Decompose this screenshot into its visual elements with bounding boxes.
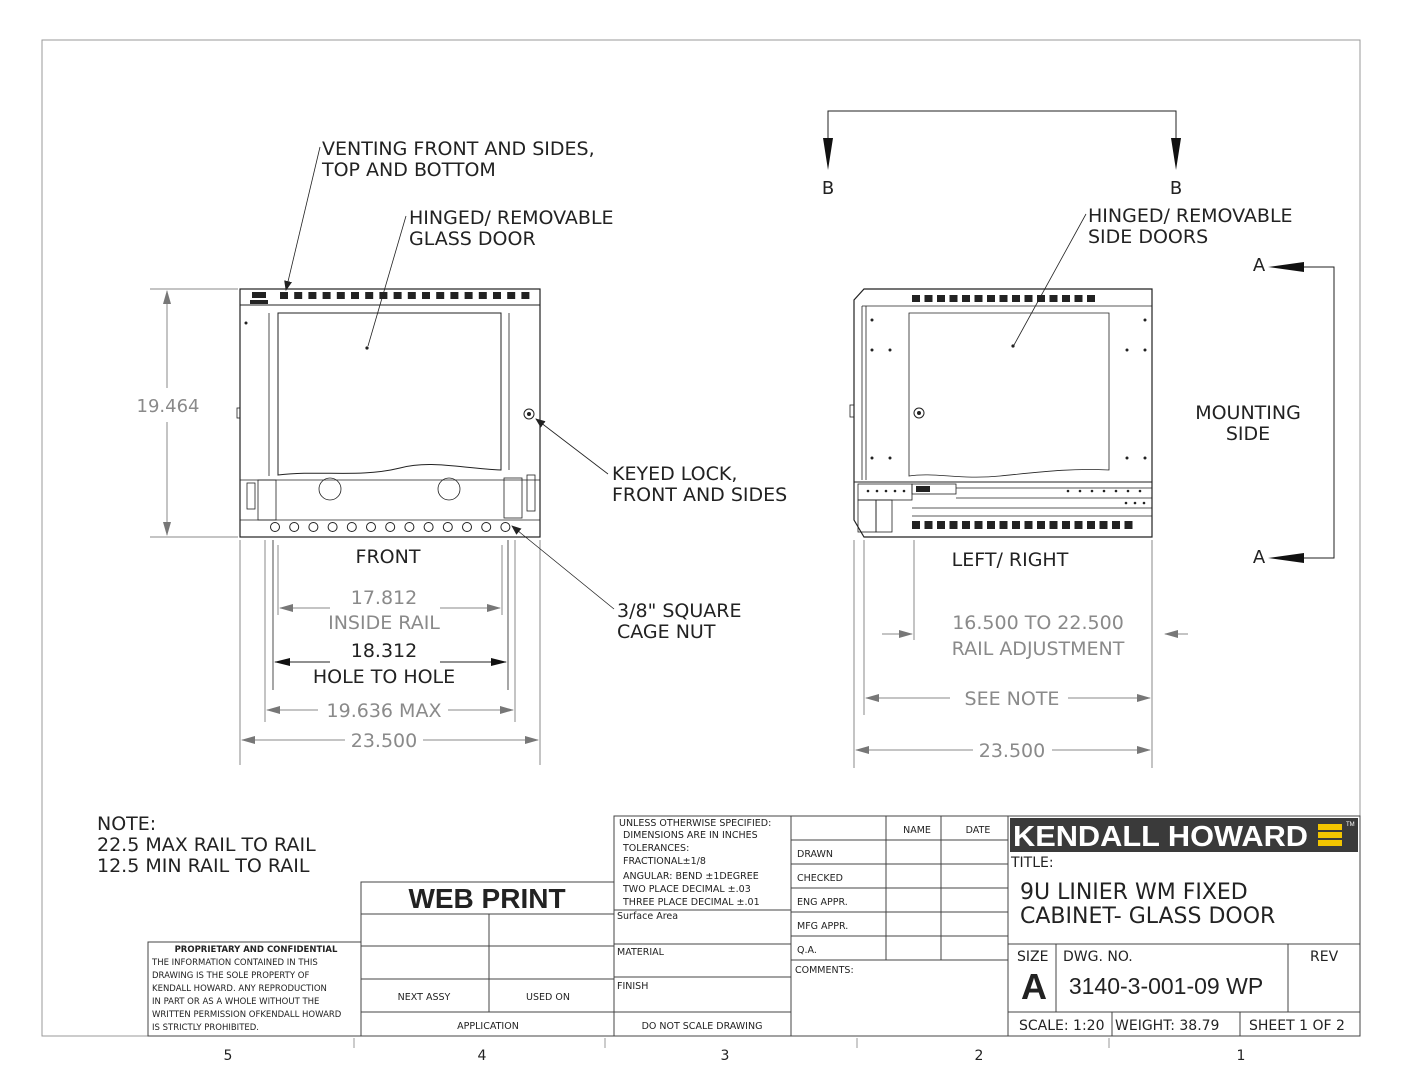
svg-text:THE INFORMATION CONTAINED IN T: THE INFORMATION CONTAINED IN THIS [152,958,318,968]
svg-text:1: 1 [1236,1048,1246,1064]
svg-text:SIDE: SIDE [1225,423,1271,445]
svg-text:PROPRIETARY AND CONFIDENTIAL: PROPRIETARY AND CONFIDENTIAL [174,945,338,955]
front-dimensions [137,289,540,765]
tolerance-notes [617,818,771,1032]
vent-hole [405,523,414,532]
rail-hole [1067,490,1070,493]
vent-slot [1037,521,1045,529]
vent-slot [950,521,958,529]
material-label: MATERIAL [617,947,664,958]
vent-slot [308,292,316,299]
side-dimensions [854,540,1188,768]
side-view [850,289,1152,537]
vent-slot [323,292,331,299]
front-view [237,289,540,537]
vent-slot [912,295,920,302]
svg-text:3140-3-001-09 WP: 3140-3-001-09 WP [1068,973,1264,999]
svg-text:3: 3 [720,1048,730,1064]
svg-text:ENG APPR.: ENG APPR. [797,897,848,908]
callout-keyed-lock [536,419,787,506]
vent-slot [1025,295,1033,302]
vent-slot [351,292,359,299]
drawing-number-block [1017,949,1345,1034]
vent-hole [328,523,337,532]
vent-slot [1125,521,1133,529]
dim-see-note: SEE NOTE [964,688,1060,710]
vent-slot [925,295,933,302]
rail-hole [1125,502,1128,505]
svg-text:3/8" SQUARE: 3/8" SQUARE [617,600,742,622]
company-logo [1010,818,1358,853]
callout-side-doors [1014,205,1293,345]
svg-text:GLASS DOOR: GLASS DOOR [409,228,536,250]
surface-area-label: Surface Area [617,911,679,922]
vent-slot [294,292,302,299]
rail-hole [1143,502,1146,505]
vent-slot [408,292,416,299]
svg-text:NOTE:: NOTE: [97,813,157,835]
vent-hole [386,523,395,532]
dim-side-width: 23.500 [978,740,1046,762]
svg-text:4: 4 [477,1048,487,1064]
rail-hole [876,490,879,493]
callout-cage-nut [512,526,741,643]
view-label-side: LEFT/ RIGHT [951,549,1069,571]
svg-text:VENTING FRONT AND SIDES,: VENTING FRONT AND SIDES, [322,138,595,160]
vent-slot [1000,521,1008,529]
callout-mounting-side [1195,402,1301,445]
svg-text:DATE: DATE [965,825,991,836]
svg-text:IS STRICTLY PROHIBITED.: IS STRICTLY PROHIBITED. [152,1023,260,1033]
used-on-label: USED ON [526,992,570,1003]
bottom-vent-holes [271,523,510,532]
section-b-right: B [1169,178,1183,199]
glass-door [278,313,501,475]
side-door [909,313,1109,477]
vent-hole [290,523,299,532]
svg-text:NAME: NAME [903,825,931,836]
svg-text:SCALE: 1:20: SCALE: 1:20 [1019,1018,1105,1034]
rail-hole [1079,490,1082,493]
top-vent-row [280,292,529,299]
finish-label: FINISH [617,981,649,992]
drawing-title [1010,855,1275,929]
svg-text:KENDALL HOWARD. ANY REPRODUCT: KENDALL HOWARD. ANY REPRODUCTION [152,984,327,994]
vent-hole [271,523,280,532]
vent-slot [1012,295,1020,302]
vent-slot [1050,521,1058,529]
vent-slot [975,521,983,529]
svg-text:TOP AND BOTTOM: TOP AND BOTTOM [322,159,496,181]
svg-text:SIZE: SIZE [1017,949,1049,965]
svg-text:COMMENTS:: COMMENTS: [795,965,854,976]
vent-slot [337,292,345,299]
vent-slot [1075,295,1083,302]
vent-slot [950,295,958,302]
vent-slot [465,292,473,299]
vent-slot [962,521,970,529]
svg-text:KEYED LOCK,: KEYED LOCK, [612,463,738,485]
svg-text:MFG APPR.: MFG APPR. [797,921,849,932]
svg-text:2: 2 [974,1048,984,1064]
vent-hole [309,523,318,532]
dim-max-width: 19.636 MAX [326,700,442,722]
dim-front-width: 23.500 [350,730,418,752]
svg-text:MOUNTING: MOUNTING [1195,402,1301,424]
svg-text:FRONT AND SIDES: FRONT AND SIDES [612,484,788,506]
front-vent-slots [250,292,268,304]
application-label: APPLICATION [457,1021,519,1032]
vent-hole [463,523,472,532]
dim-hole-value: 18.312 [350,640,418,662]
dim-hole-label: HOLE TO HOLE [312,666,456,688]
vent-slot [450,292,458,299]
svg-text:FRACTIONAL±1/8: FRACTIONAL±1/8 [623,856,706,867]
svg-text:DRAWING IS THE SOLE PROPERTY O: DRAWING IS THE SOLE PROPERTY OF [152,971,310,981]
vent-hole [443,523,452,532]
vent-hole [501,523,510,532]
svg-text:A: A [1021,966,1047,1007]
vent-slot [436,292,444,299]
svg-text:DWG. NO.: DWG. NO. [1063,949,1133,965]
callout-glass-door [368,207,614,346]
vent-slot [479,292,487,299]
vent-slot [987,521,995,529]
svg-text:22.5 MAX RAIL TO RAIL: 22.5 MAX RAIL TO RAIL [97,834,316,856]
vent-slot [1087,295,1095,302]
vent-slot [925,521,933,529]
rail-hole [1139,490,1142,493]
svg-text:CABINET- GLASS DOOR: CABINET- GLASS DOOR [1020,904,1276,929]
vent-slot [493,292,501,299]
vent-slot [1112,521,1120,529]
svg-text:DIMENSIONS ARE IN INCHES: DIMENSIONS ARE IN INCHES [623,830,758,841]
vent-hole [347,523,356,532]
view-label-front: FRONT [355,546,421,568]
vent-hole [424,523,433,532]
svg-text:WRITTEN PERMISSION OFKENDALL H: WRITTEN PERMISSION OFKENDALL HOWARD [152,1010,342,1020]
vent-slot [937,295,945,302]
vent-slot [962,295,970,302]
rail-hole [903,490,906,493]
vent-slot [987,295,995,302]
svg-text:TOLERANCES:: TOLERANCES: [623,843,690,854]
svg-text:Q.A.: Q.A. [797,945,817,956]
rail-hole [1091,490,1094,493]
vent-slot [1000,295,1008,302]
svg-text:TWO PLACE DECIMAL ±.03: TWO PLACE DECIMAL ±.03 [623,884,751,895]
svg-text:12.5 MIN RAIL TO RAIL: 12.5 MIN RAIL TO RAIL [97,855,310,877]
vent-slot [365,292,373,299]
svg-text:HINGED/ REMOVABLE: HINGED/ REMOVABLE [1088,205,1293,227]
svg-text:CHECKED: CHECKED [797,873,843,884]
svg-text:TITLE:: TITLE: [1011,855,1054,871]
zone-markers [224,1038,1246,1064]
section-a-bottom: A [1252,547,1266,568]
vent-slot [1050,295,1058,302]
svg-text:SIDE DOORS: SIDE DOORS [1088,226,1209,248]
vent-slot [521,292,529,299]
vent-slot [507,292,515,299]
approval-table [795,825,990,976]
vent-slot [1087,521,1095,529]
dim-inside-rail-label: INSIDE RAIL [328,612,440,634]
vent-slot [1012,521,1020,529]
svg-text:DRAWN: DRAWN [797,849,834,860]
svg-text:CAGE NUT: CAGE NUT [617,621,716,643]
dim-height: 19.464 [136,396,200,417]
rail-hole [1134,502,1137,505]
side-rail-holes [867,490,1146,505]
dim-rail-adj-value: 16.500 TO 22.500 [952,612,1124,634]
vent-slot [1062,521,1070,529]
vent-slot [975,295,983,302]
vent-hole [482,523,491,532]
dim-inside-rail-value: 17.812 [350,587,418,609]
rail-hole [1127,490,1130,493]
web-print-label: WEB PRINT [408,883,566,914]
vent-slot [937,521,945,529]
section-b-left: B [821,178,835,199]
dim-rail-adj-label: RAIL ADJUSTMENT [951,638,1125,660]
svg-text:REV: REV [1310,949,1339,965]
vent-hole [367,523,376,532]
side-top-vent-row [912,295,1095,302]
svg-text:5: 5 [223,1048,233,1064]
section-b-b [822,111,1182,199]
proprietary-notice [151,945,342,1033]
rail-hole [1115,490,1118,493]
side-bottom-vent-row [912,521,1133,529]
vent-slot [1075,521,1083,529]
rail-hole [894,490,897,493]
rail-hole [1103,490,1106,493]
svg-text:SHEET 1 OF 2: SHEET 1 OF 2 [1249,1018,1345,1034]
vent-slot [1025,521,1033,529]
vent-slot [912,521,920,529]
rail-hole [867,490,870,493]
svg-text:9U LINIER WM FIXED: 9U LINIER WM FIXED [1020,880,1248,905]
svg-text:UNLESS OTHERWISE SPECIFIED:: UNLESS OTHERWISE SPECIFIED: [619,818,772,829]
vent-slot [1100,521,1108,529]
vent-slot [422,292,430,299]
general-note [97,813,316,877]
svg-text:WEIGHT: 38.79: WEIGHT: 38.79 [1115,1018,1220,1034]
svg-text:HINGED/ REMOVABLE: HINGED/ REMOVABLE [409,207,614,229]
vent-slot [394,292,402,299]
svg-text:TM: TM [1346,822,1355,828]
vent-slot [280,292,288,299]
do-not-scale-label: DO NOT SCALE DRAWING [641,1021,763,1032]
rail-hole [885,490,888,493]
svg-text:IN PART OR AS A WHOLE WITHOUT: IN PART OR AS A WHOLE WITHOUT THE [152,997,320,1007]
svg-text:ANGULAR: BEND ±1DEGREE: ANGULAR: BEND ±1DEGREE [623,871,759,882]
svg-text:KENDALL HOWARD: KENDALL HOWARD [1013,821,1308,853]
vent-slot [1062,295,1070,302]
section-a-top: A [1252,255,1266,276]
svg-text:THREE PLACE DECIMAL ±.01: THREE PLACE DECIMAL ±.01 [623,897,760,908]
next-assy-label: NEXT ASSY [397,992,451,1003]
